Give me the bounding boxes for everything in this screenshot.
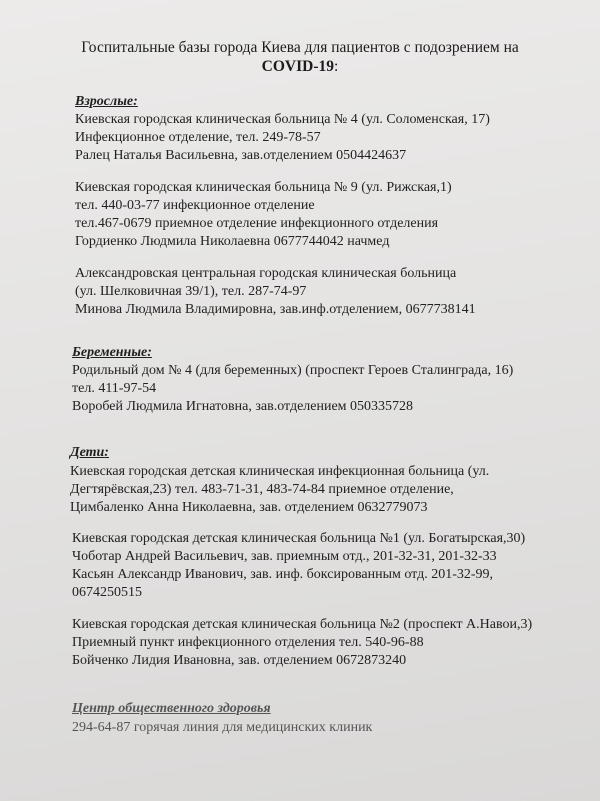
- section-heading-pregnant: [72, 344, 152, 361]
- title-line-1: Госпитальные базы города Киева для пациентов с подозрением на: [81, 39, 519, 56]
- children-h2-line-3: Касьян Александр Иванович, зав. инф. боксированным отд. 201-32-99,: [72, 567, 494, 582]
- adults-heading-colon: :: [133, 94, 138, 109]
- adults-h2-line-4: Гордиенко Людмила Николаевна 0677744042 начмед: [75, 234, 390, 249]
- adults-h3-line-3: Минова Людмила Владимировна, зав.инф.отделением, 0677738141: [75, 302, 476, 317]
- section-heading-public-health: Центр общественного здоровья: [72, 701, 271, 716]
- title-covid: COVID-19: [261, 58, 335, 75]
- pregnant-heading-colon: :: [147, 345, 152, 360]
- adults-h1-line-3: Ралец Наталья Васильевна, зав.отделением 0504424637: [75, 148, 407, 163]
- pregnant-heading-text: Беременные: [72, 345, 148, 360]
- children-h1-line-3: Цимбаленко Анна Николаевна, зав. отделением 0632779073: [70, 500, 428, 515]
- adults-h2-line-1: Киевская городская клиническая больница № 9 (ул. Рижская,1): [75, 180, 452, 195]
- adults-h2-line-3: тел.467-0679 приемное отделение инфекционного отделения: [75, 216, 439, 231]
- children-h2-line-2: Чоботар Андрей Васильевич, зав. приемным отд., 201-32-31, 201-32-33: [72, 549, 497, 564]
- pregnant-h1-line-2: тел. 411-97-54: [72, 381, 157, 396]
- page-title: [0, 38, 600, 76]
- adults-heading-text: Взрослые: [75, 94, 134, 109]
- children-h3-line-3: Бойченко Лидия Ивановна, зав. отделением 0672873240: [72, 653, 407, 668]
- title-colon: :: [334, 58, 339, 75]
- children-h2-line-4: 0674250515: [72, 585, 142, 600]
- children-heading-text: Дети: [70, 445, 105, 460]
- children-h3-line-2: Приемный пункт инфекционного отделения тел. 540-96-88: [72, 635, 424, 650]
- children-heading-colon: :: [104, 445, 109, 460]
- title-line-2: [0, 57, 600, 76]
- adults-h3-line-1: Александровская центральная городская клиническая больница: [75, 266, 457, 281]
- adults-h1-line-1: Киевская городская клиническая больница № 4 (ул. Соломенская, 17): [75, 112, 490, 127]
- adults-h3-line-2: (ул. Шелковичная 39/1), тел. 287-74-97: [75, 284, 307, 299]
- adults-h1-line-2: Инфекционное отделение, тел. 249-78-57: [75, 130, 321, 145]
- children-h2-line-1: Киевская городская детская клиническая больница №1 (ул. Богатырская,30): [72, 531, 526, 546]
- section-heading-children: [70, 444, 109, 461]
- children-h1-line-1: Киевская городская детская клиническая инфекционная больница (ул.: [70, 464, 490, 479]
- adults-h2-line-2: тел. 440-03-77 инфекционное отделение: [75, 198, 315, 213]
- children-h3-line-1: Киевская городская детская клиническая больница №2 (проспект А.Навои,3): [72, 617, 533, 632]
- pregnant-h1-line-3: Воробей Людмила Игнатовна, зав.отделением 050335728: [72, 399, 414, 414]
- pregnant-h1-line-1: Родильный дом № 4 (для беременных) (проспект Героев Сталинграда, 16): [72, 363, 514, 378]
- section-heading-adults: [75, 93, 138, 110]
- children-h1-line-2: Дегтярёвская,23) тел. 483-71-31, 483-74-84 приемное отделение,: [70, 482, 454, 497]
- public-health-hotline: 294-64-87 горячая линия для медицинских клиник: [72, 720, 373, 735]
